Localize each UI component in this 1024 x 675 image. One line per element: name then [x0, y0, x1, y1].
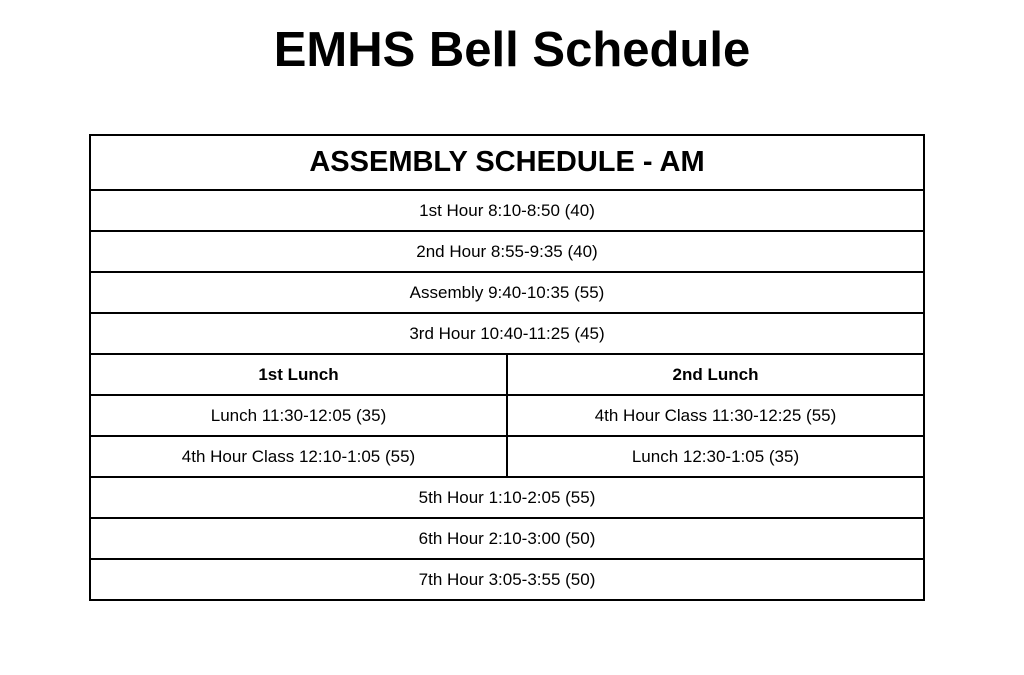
- period-cell: 6th Hour 2:10-3:00 (50): [90, 518, 924, 559]
- table-row: [90, 231, 924, 272]
- first-lunch-cell: 4th Hour Class 12:10-1:05 (55): [90, 436, 507, 477]
- period-cell: 2nd Hour 8:55-9:35 (40): [90, 231, 924, 272]
- first-lunch-cell: Lunch 11:30-12:05 (35): [90, 395, 507, 436]
- second-lunch-cell: 4th Hour Class 11:30-12:25 (55): [507, 395, 924, 436]
- period-cell: 3rd Hour 10:40-11:25 (45): [90, 313, 924, 354]
- page-title: EMHS Bell Schedule: [273, 23, 751, 77]
- table-row: [90, 477, 924, 518]
- table-row: [90, 395, 924, 436]
- schedule-heading: ASSEMBLY SCHEDULE - AM: [90, 135, 924, 190]
- table-row: [90, 313, 924, 354]
- period-cell: 7th Hour 3:05-3:55 (50): [90, 559, 924, 600]
- second-lunch-cell: Lunch 12:30-1:05 (35): [507, 436, 924, 477]
- period-cell: 1st Hour 8:10-8:50 (40): [90, 190, 924, 231]
- second-lunch-header: 2nd Lunch: [507, 354, 924, 395]
- period-cell: Assembly 9:40-10:35 (55): [90, 272, 924, 313]
- table-row: [90, 559, 924, 600]
- table-row: [90, 518, 924, 559]
- period-cell: 5th Hour 1:10-2:05 (55): [90, 477, 924, 518]
- table-row: [90, 436, 924, 477]
- table-row: [90, 190, 924, 231]
- table-heading-row: [90, 135, 924, 190]
- schedule-table: [89, 134, 925, 601]
- table-row: [90, 272, 924, 313]
- first-lunch-header: 1st Lunch: [90, 354, 507, 395]
- lunch-header-row: [90, 354, 924, 395]
